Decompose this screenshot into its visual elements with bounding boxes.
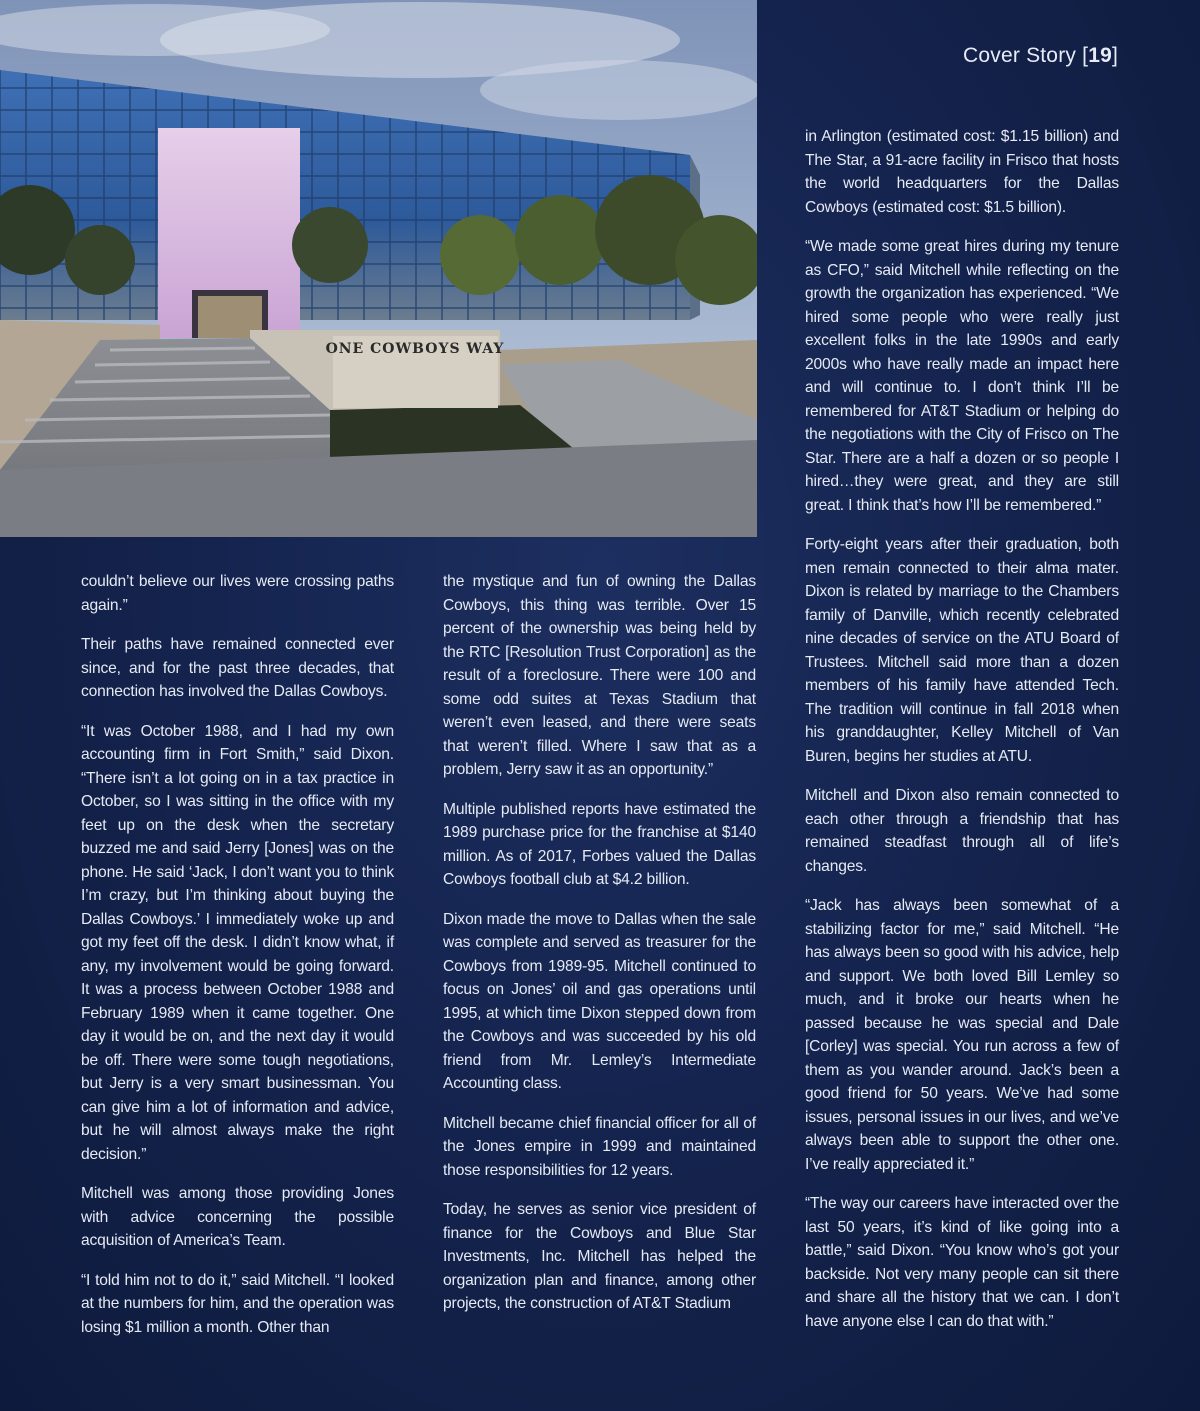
paragraph: “Jack has always been somewhat of a stabilizing factor for me,” said Mitchell. “He has always been so good with his advice, help and support. We both loved Bill Lemley so much, and it broke our hearts when he passed because he was special and Dale [Corley] was special. You run across a few of them as you wander around. Jack’s been a good friend for 50 years. We’ve had some issues, personal issues in our lives, and we’ve always been able to support the other one. I’ve really appreciated it.” xyxy=(805,897,1119,1173)
sign-text: ONE COWBOYS WAY xyxy=(325,341,505,357)
paragraph: “The way our careers have interacted over the last 50 years, it’s kind of like going into a battle,” said Dixon. “You know who’s got your backside. Not very many people can sit there and share all the history that we can. I don’t have anyone else I can do that with.” xyxy=(805,1195,1119,1330)
column-3 xyxy=(805,125,1119,1349)
paragraph: Their paths have remained connected ever since, and for the past three decades, that connection has involved the Dallas Cowboys. xyxy=(81,636,394,700)
paragraph: “I told him not to do it,” said Mitchell. “I looked at the numbers for him, and the operation was losing $1 million a month. Other than xyxy=(81,1271,394,1336)
column-2 xyxy=(443,570,756,1332)
paragraph: Dixon made the move to Dallas when the sale was complete and served as treasurer for the Cowboys from 1989-95. Mitchell continued to focus on Jones’ oil and gas operations until 1995, at which time Dixon stepped down from the Cowboys and was succeeded by his old friend from Mr. Lemley’s Intermediate Accounting class. xyxy=(443,910,756,1092)
paragraph: “We made some great hires during my tenure as CFO,” said Mitchell while reflecting on the growth the organization has experienced. “We hired some people who were really just excellent folks in the late 1990s and early 2000s who have really made an impact here and will continue to. I don’t think I’ll be remembered for AT&T Stadium or helping do the negotiations with the City of Frisco on The Star. There are a half a dozen or so people I hired…they were great, and they are still great. I think that’s how I’ll be remembered.” xyxy=(805,238,1119,514)
paragraph: Forty-eight years after their graduation, both men remain connected to their alma mater. Dixon is related by marriage to the Chambers family of Danville, which recently celebrated nine decades of service on the ATU Board of Trustees. Mitchell said more than a dozen members of his family have attended Tech. The tradition will continue in fall 2018 when his granddaughter, Kelley Mitchell of Van Buren, begins her studies at ATU. xyxy=(805,536,1119,765)
paragraph: in Arlington (estimated cost: $1.15 billion) and The Star, a 91-acre facility in Frisco that hosts the world headquarters for the Dallas Cowboys (estimated cost: $1.5 billion). xyxy=(805,128,1119,216)
paragraph: Today, he serves as senior vice president of finance for the Cowboys and Blue Star Investments, Inc. Mitchell has helped the organization plan and finance, among other projects, the construction of AT&T Stadium xyxy=(443,1201,756,1312)
paragraph: the mystique and fun of owning the Dallas Cowboys, this thing was terrible. Over 15 percent of the ownership was being held by the RTC [Resolution Trust Corporation] as the result of a foreclosure. There were 100 and some odd suites at Texas Stadium that weren’t even leased, and there were seats that weren’t filled. Where I saw that as a problem, Jerry saw it as an opportunity.” xyxy=(443,573,756,778)
page-number: 19 xyxy=(1088,44,1112,67)
paragraph: Multiple published reports have estimated the 1989 purchase price for the franchise at $140 million. As of 2017, Forbes valued the Dallas Cowboys football club at $4.2 billion. xyxy=(443,800,756,888)
paragraph: Mitchell became chief financial officer for all of the Jones empire in 1999 and maintained those responsibilities for 12 years. xyxy=(443,1114,756,1179)
section-title: Cover Story xyxy=(963,44,1077,67)
paragraph: “It was October 1988, and I had my own accounting firm in Fort Smith,” said Dixon. “There isn’t a lot going on in a tax practice in October, so I was sitting in the office with my feet up on the desk when the secretary buzzed me and said Jerry [Jones] was on the phone. He said ‘Jack, I don’t want you to think I’m crazy, but I’m thinking about buying the Dallas Cowboys.’ I immediately woke up and got my feet off the desk. I didn’t know what, if any, my involvement would be going forward. It was a process between October 1988 and February 1989 when it came together. One day it would be on, and the next day it would be off. There were some tough negotiations, but Jerry is a very smart businessman. You can give him a lot of information and advice, but he will almost always make the right decision.” xyxy=(81,722,394,1163)
cover-photo xyxy=(0,0,757,537)
column-1 xyxy=(81,570,394,1355)
bracket-close: ] xyxy=(1111,44,1118,67)
page-header xyxy=(963,44,1118,68)
paragraph: Mitchell and Dixon also remain connected to each other through a friendship that has remained steadfast through all of life’s changes. xyxy=(805,787,1119,875)
paragraph: Mitchell was among those providing Jones with advice concerning the possible acquisition of America’s Team. xyxy=(81,1185,394,1249)
paragraph: couldn’t believe our lives were crossing paths again.” xyxy=(81,573,394,614)
bracket-open: [ xyxy=(1082,44,1089,67)
